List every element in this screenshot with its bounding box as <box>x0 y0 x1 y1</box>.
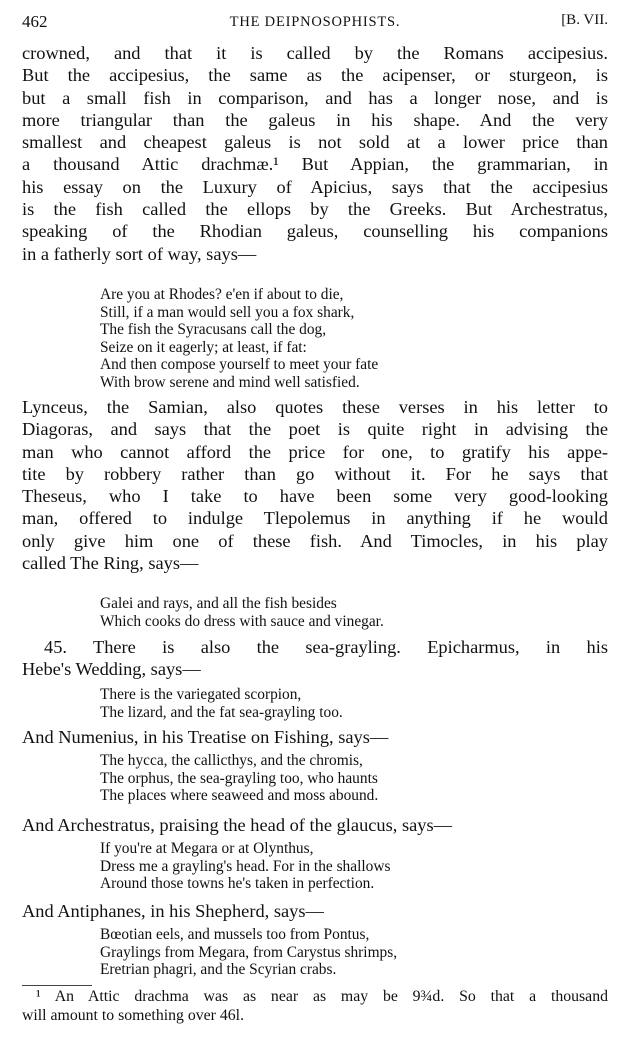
paragraph-5 <box>22 814 608 836</box>
verse-line: The orphus, the sea-grayling too, who haunts <box>100 769 378 787</box>
footnote-rule <box>22 985 92 986</box>
verse-line: With brow serene and mind well satisfied. <box>100 373 360 391</box>
text-line: called The Ring, says— <box>22 553 199 574</box>
text-line: tite by robbery rather than go without it. For he says that <box>22 463 608 484</box>
text-line: Lynceus, the Samian, also quotes these verses in his letter to <box>22 397 608 417</box>
footnote-line: will amount to something over 46l. <box>22 1007 245 1024</box>
verse-line: Dress me a grayling's head. For in the shallows <box>100 857 391 875</box>
text-line: Diagoras, and says that the poet is quite right in advising the <box>22 419 608 440</box>
verse-line: The places where seaweed and moss abound. <box>100 787 379 805</box>
verse-line: Are you at Rhodes? e'en if about to die, <box>100 286 344 303</box>
verse-quote-5 <box>100 840 390 893</box>
book-label: [B. VII. <box>561 12 608 28</box>
verse-line: If you're at Megara or at Olynthus, <box>100 840 314 857</box>
verse-line: There is the variegated scorpion, <box>100 686 302 703</box>
running-title: THE DEIPNOSOPHISTS. <box>229 14 401 30</box>
text-line: man, offered to indulge Tlepolemus in anything if he would <box>22 508 608 529</box>
verse-line: Seize on it eagerly; at least, if fat: <box>100 338 307 356</box>
text-line: is the fish called the ellops by the Greeks. But Archestratus, <box>22 199 608 220</box>
verse-quote-2 <box>100 595 384 630</box>
text-line: smallest and cheapest galeus is not sold at a lower price than <box>22 132 608 153</box>
verse-line: The fish the Syracusans call the dog, <box>100 321 327 339</box>
text-line: Hebe's Wedding, says— <box>22 659 201 680</box>
verse-quote-1 <box>100 286 378 392</box>
verse-quote-6 <box>100 926 397 979</box>
text-line: only give him one of these fish. And Timocles, in his play <box>22 530 608 551</box>
text-line: a thousand Attic drachmæ.¹ But Appian, the grammarian, in <box>22 154 608 175</box>
paragraph-1 <box>22 42 608 265</box>
verse-line: Galei and rays, and all the fish besides <box>100 595 337 612</box>
text-line: but a small fish in comparison, and has a longer nose, and is <box>22 87 608 108</box>
paragraph-3 <box>22 636 608 681</box>
page-header <box>22 12 608 36</box>
paragraph-4 <box>22 726 608 748</box>
verse-line: Bœotian eels, and mussels too from Pontus, <box>100 926 370 943</box>
text-line: And Numenius, in his Treatise on Fishing, says— <box>22 727 389 747</box>
verse-line: And then compose yourself to meet your fate <box>100 356 379 374</box>
verse-line: Around those towns he's taken in perfection. <box>100 875 375 893</box>
text-line: 45. There is also the sea-grayling. Epicharmus, in his <box>44 637 608 657</box>
text-line: But the accipesius, the same as the acipenser, or sturgeon, is <box>22 65 608 86</box>
footnote <box>22 987 608 1025</box>
page-number: 462 <box>22 12 48 31</box>
text-line: And Archestratus, praising the head of the glaucus, says— <box>22 815 453 835</box>
verse-line: The hycca, the callicthys, and the chromis, <box>100 752 363 769</box>
text-line: his essay on the Luxury of Apicius, says that the accipesius <box>22 176 608 197</box>
paragraph-2 <box>22 396 608 574</box>
verse-quote-3 <box>100 686 343 721</box>
verse-line: Graylings from Megara, from Carystus shrimps, <box>100 943 398 961</box>
verse-line: The lizard, and the fat sea-grayling too. <box>100 703 343 721</box>
text-line: crowned, and that it is called by the Romans accipesius. <box>22 43 608 63</box>
verse-quote-4 <box>100 752 378 805</box>
paragraph-6 <box>22 900 608 922</box>
text-line: more triangular than the galeus in his shape. And the very <box>22 109 608 130</box>
text-line: speaking of the Rhodian galeus, counselling his companions <box>22 221 608 242</box>
verse-line: Which cooks do dress with sauce and vinegar. <box>100 612 384 630</box>
text-line: in a fatherly sort of way, says— <box>22 243 257 264</box>
verse-line: Still, if a man would sell you a fox shark, <box>100 303 355 321</box>
text-line: man who cannot afford the price for one, to gratify his appe- <box>22 441 608 462</box>
footnote-line: ¹ An Attic drachma was as near as may be 9¾d. So that a thousand <box>36 988 608 1005</box>
text-line: Theseus, who I take to have been some very good-looking <box>22 486 608 507</box>
verse-line: Eretrian phagri, and the Scyrian crabs. <box>100 961 337 979</box>
text-line: And Antiphanes, in his Shepherd, says— <box>22 901 324 921</box>
